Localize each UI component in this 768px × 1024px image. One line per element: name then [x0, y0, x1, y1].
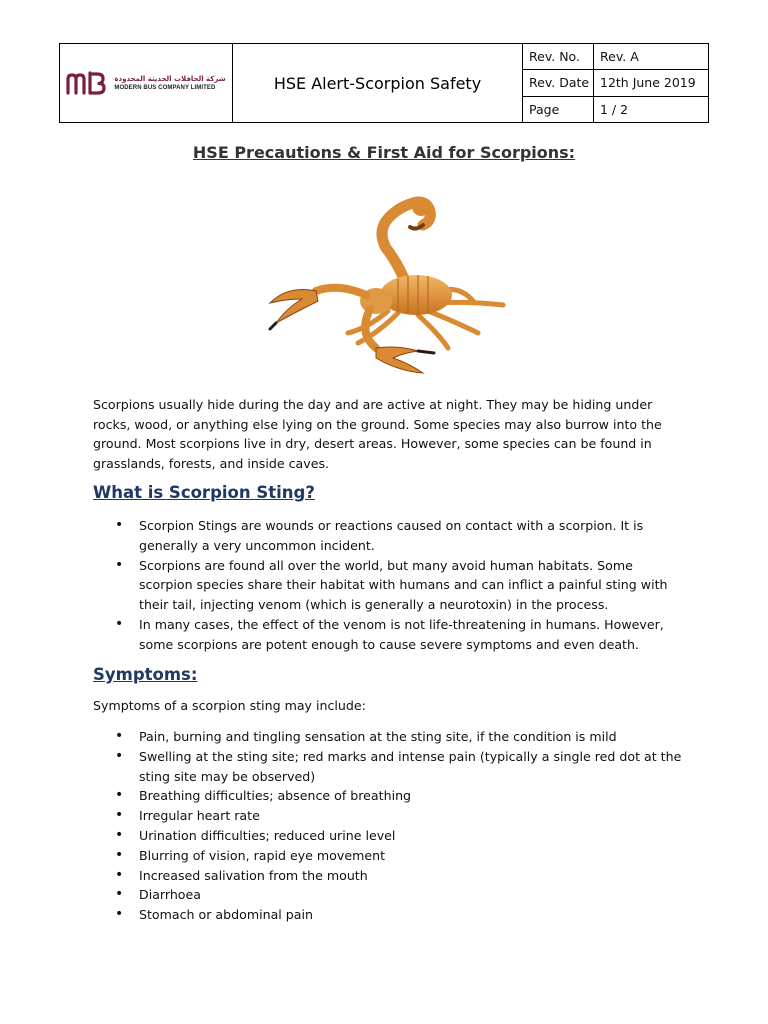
list-item: • Increased salivation from the mouth [93, 866, 683, 886]
list-item: • Stomach or abdominal pain [93, 905, 683, 925]
section-heading-symptoms: Symptoms: [93, 665, 198, 684]
scorpion-illustration [258, 183, 518, 378]
meta-label: Rev. No. [523, 44, 594, 69]
logo-english-text: MODERN BUS COMPANY LIMITED [114, 84, 216, 91]
meta-label: Rev. Date [523, 70, 594, 95]
mb-logo-icon [66, 70, 110, 96]
meta-value: Rev. A [600, 49, 639, 65]
main-heading: HSE Precautions & First Aid for Scorpions: [192, 143, 576, 162]
list-item: • Breathing difficulties; absence of breathing [93, 786, 683, 806]
company-logo [66, 70, 225, 96]
meta-row-page [523, 97, 708, 122]
logo-cell [60, 44, 233, 122]
symptoms-list [93, 727, 683, 925]
list-item: • Diarrhoea [93, 885, 683, 905]
meta-value: 12th June 2019 [600, 75, 696, 91]
list-item: • Blurring of vision, rapid eye movement [93, 846, 683, 866]
meta-row-rev-no [523, 44, 708, 70]
list-item: • Scorpions are found all over the world, but many avoid human habitats. Some scorpion species share their habitat with humans and can inflict a painful sting with their tail, injecting venom (which is generally a neurotoxin) in the process. [93, 556, 683, 615]
list-item: • Swelling at the sting site; red marks and intense pain (typically a single red dot at the sting site may be observed) [93, 747, 683, 787]
list-item: • In many cases, the effect of the venom is not life-threatening in humans. However, some scorpions are potent enough to cause severe symptoms and even death. [93, 615, 683, 655]
list-item: • Scorpion Stings are wounds or reactions caused on contact with a scorpion. It is generally a very uncommon incident. [93, 516, 683, 556]
document-header [59, 43, 709, 123]
list-item: • Urination difficulties; reduced urine level [93, 826, 683, 846]
list-item: • Pain, burning and tingling sensation at the sting site, if the condition is mild [93, 727, 683, 747]
revision-table [523, 44, 708, 122]
sting-list [93, 516, 683, 655]
meta-label: Page [523, 97, 594, 122]
symptoms-intro: Symptoms of a scorpion sting may include: [93, 698, 366, 713]
section-heading-sting: What is Scorpion Sting? [93, 483, 315, 502]
intro-paragraph: Scorpions usually hide during the day and are active at night. They may be hiding under rocks, wood, or anything else lying on the ground. Some species may also burrow into the ground. Most scorpions live in dry, desert areas. However, some species can be found in grasslands, forests, and inside caves. [93, 397, 662, 472]
document-title: HSE Alert-Scorpion Safety [233, 44, 523, 122]
meta-row-rev-date [523, 70, 708, 96]
meta-value: 1 / 2 [600, 101, 629, 117]
logo-arabic-text: شركة الحافلات الحديثة المحدودة [114, 74, 226, 83]
list-item: • Irregular heart rate [93, 806, 683, 826]
